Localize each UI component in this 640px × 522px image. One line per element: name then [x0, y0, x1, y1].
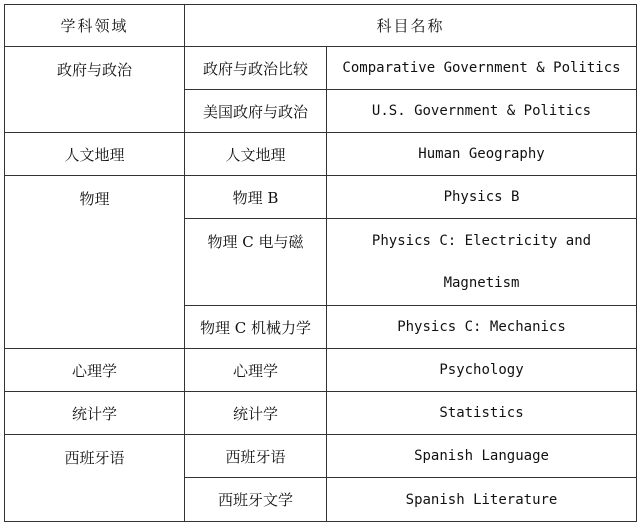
table-row — [5, 349, 637, 392]
course-table — [4, 4, 637, 522]
subject-en: Comparative Government & Politics — [327, 47, 637, 90]
subject-en: U.S. Government & Politics — [327, 90, 637, 133]
table-row — [5, 435, 637, 478]
subject-cn: 西班牙语 — [185, 435, 327, 478]
subject-en: Psychology — [327, 349, 637, 392]
header-row — [5, 5, 637, 47]
field-cell: 物理 — [5, 176, 185, 349]
subject-cn: 西班牙文学 — [185, 478, 327, 522]
subject-en: Spanish Literature — [327, 478, 637, 522]
subject-en: Physics C: Electricity and Magnetism — [327, 219, 637, 306]
subject-cn: 物理 C 机械力学 — [185, 306, 327, 349]
field-cell: 心理学 — [5, 349, 185, 392]
subject-cn: 政府与政治比较 — [185, 47, 327, 90]
table-row — [5, 392, 637, 435]
field-cell: 统计学 — [5, 392, 185, 435]
subject-en: Spanish Language — [327, 435, 637, 478]
table-row — [5, 47, 637, 90]
subject-en: Statistics — [327, 392, 637, 435]
subject-en: Physics C: Mechanics — [327, 306, 637, 349]
field-cell: 西班牙语 — [5, 435, 185, 522]
subject-cn: 美国政府与政治 — [185, 90, 327, 133]
table-row — [5, 176, 637, 219]
subject-cn: 心理学 — [185, 349, 327, 392]
subject-en: Physics B — [327, 176, 637, 219]
subject-cn: 物理 C 电与磁 — [185, 219, 327, 306]
table-row — [5, 133, 637, 176]
header-name: 科目名称 — [185, 5, 637, 47]
header-field: 学科领域 — [5, 5, 185, 47]
subject-en: Human Geography — [327, 133, 637, 176]
subject-cn: 人文地理 — [185, 133, 327, 176]
subject-cn: 统计学 — [185, 392, 327, 435]
field-cell: 政府与政治 — [5, 47, 185, 133]
subject-cn: 物理 B — [185, 176, 327, 219]
field-cell: 人文地理 — [5, 133, 185, 176]
